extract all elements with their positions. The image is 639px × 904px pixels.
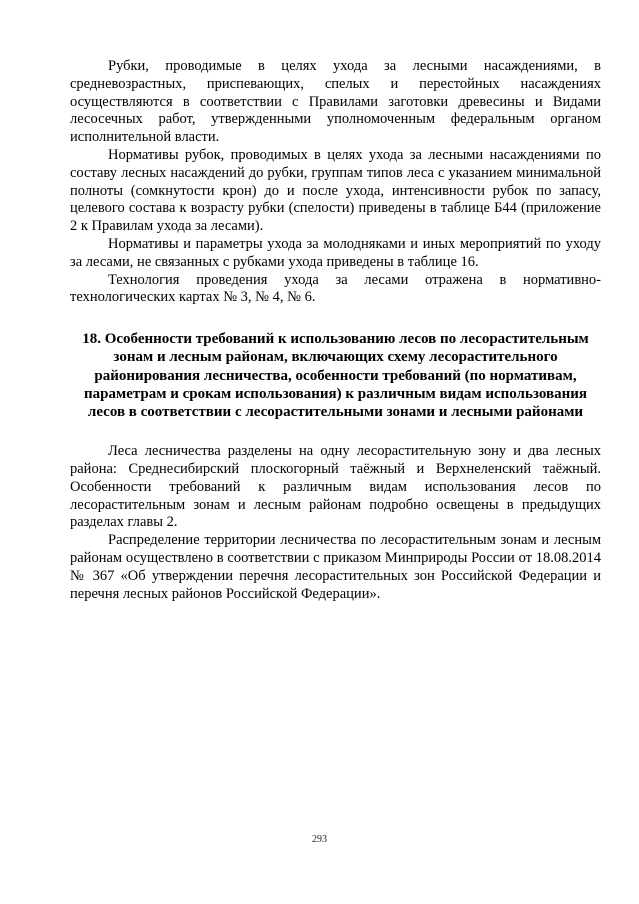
intro-paragraph-1: Рубки, проводимые в целях ухода за лесными насаждениями, в средневозрастных, приспевающих, спелых и перестойных насаждениях осуществляются в соответствии с Правилами заготовки древесины и Видами лесосечных работ, утвержденными уполномоченным федеральным органом исполнительной власти.	[70, 58, 601, 146]
intro-paragraph-3: Нормативы и параметры ухода за молодняками и иных мероприятий по уходу за лесами, не связанных с рубками ухода приведены в таблице 16.	[70, 235, 601, 270]
section-paragraph-2: Распределение территории лесничества по лесорастительным зонам и лесным районам осуществлено в соответствии с приказом Минприроды России от 18.08.2014 № 367 «Об утверждении перечня лесорастительных зон Российской Федерации и перечня лесных районов Российской Федерации».	[70, 532, 601, 602]
section-heading: 18. Особенности требований к использованию лесов по лесорастительным зонам и лесным районам, включающих схему лесорастительного районирования лесничества, особенности требований (по нормативам, параметрам и срокам использования) к различным видам использования лесов в соответствии с лесорастительными зонами и лесными районами	[82, 331, 589, 420]
intro-paragraph-4: Технология проведения ухода за лесами отражена в нормативно-технологических картах № 3, № 4, № 6.	[70, 271, 601, 306]
page-number: 293	[312, 834, 327, 845]
document-page	[70, 58, 601, 603]
section-paragraph-1: Леса лесничества разделены на одну лесорастительную зону и два лесных района: Среднесибирский плоскогорный таёжный и Верхнеленский таёжный. Особенности требований к различным видам использования лесов по лесорастительным зонам и лесным районам подробно освещены в предыдущих разделах главы 2.	[70, 443, 601, 531]
intro-paragraph-2: Нормативы рубок, проводимых в целях ухода за лесными насаждениями по составу лесных насаждений до рубки, группам типов леса с указанием минимальной полноты (сомкнутости крон) до и после ухода, интенсивности рубок по запасу, целевого состава к возрасту рубки (спелости) приведены в таблице Б44 (приложение 2 к Правилам ухода за лесами).	[70, 146, 601, 235]
